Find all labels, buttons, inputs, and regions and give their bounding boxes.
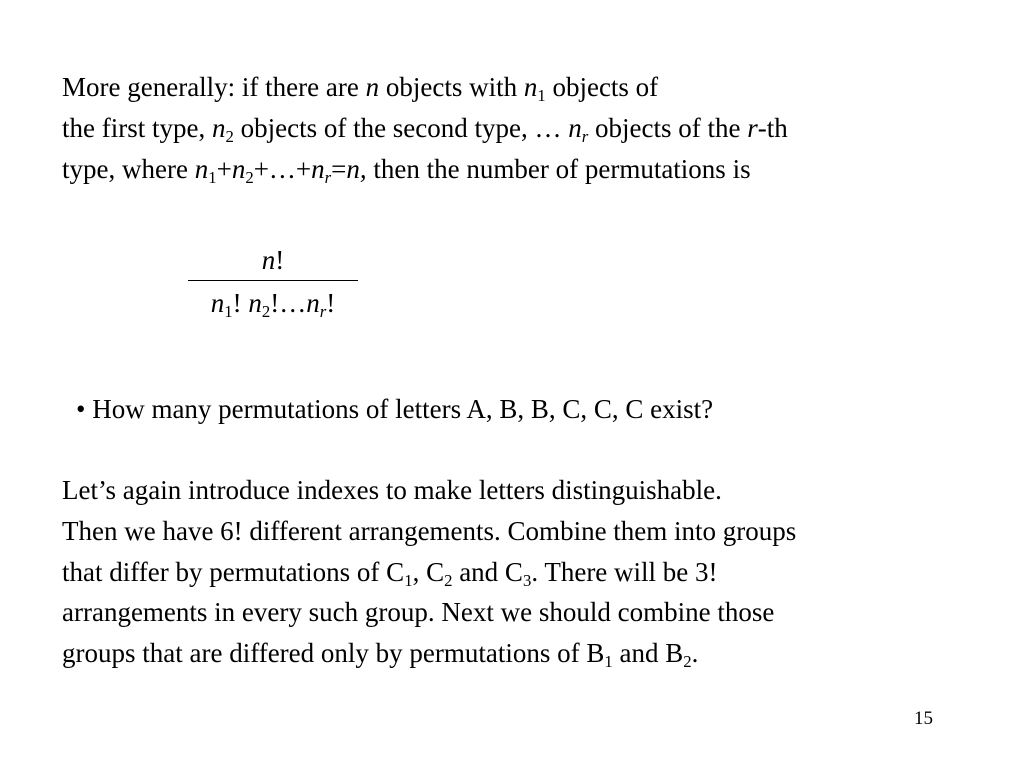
var-n2: n <box>231 154 246 184</box>
var-nr: n <box>306 288 320 318</box>
intro-line-2 <box>62 113 788 147</box>
explanation-line-4 <box>62 599 774 626</box>
text: Then we have 6! different arrangements. Combine them into groups <box>62 516 797 546</box>
subscript: 1 <box>537 86 546 106</box>
text: . There will be 3! <box>531 557 718 587</box>
var-n2: n <box>211 113 226 143</box>
factorial: ! <box>275 245 285 275</box>
text: that differ by permutations of C <box>62 557 405 587</box>
explanation-line-2 <box>62 518 796 545</box>
text: . <box>691 638 699 668</box>
text: objects of <box>545 72 659 102</box>
text: and B <box>612 638 684 668</box>
equals-sign: = <box>331 154 347 184</box>
formula-numerator <box>188 247 358 280</box>
explanation-line-1 <box>62 477 722 504</box>
text: and C <box>452 557 523 587</box>
formula-denominator <box>188 281 358 322</box>
subscript: r <box>319 302 327 322</box>
explanation-line-5 <box>62 638 699 672</box>
var-n: n <box>365 72 380 102</box>
subscript: r <box>581 127 589 147</box>
subscript: 2 <box>444 571 453 591</box>
subscript: 1 <box>208 168 217 188</box>
text: Let’s again introduce indexes to make letters distinguishable. <box>62 475 722 505</box>
subscript: 1 <box>224 302 233 322</box>
factorial: ! <box>326 288 336 318</box>
explanation-line-3 <box>62 557 718 591</box>
subscript: 2 <box>245 168 254 188</box>
intro-line-1 <box>62 72 659 106</box>
subscript: 2 <box>683 652 692 672</box>
var-nr: n <box>568 113 582 143</box>
subscript: 2 <box>261 302 271 322</box>
subscript: 3 <box>522 571 532 591</box>
var-r: r <box>747 113 758 143</box>
subscript: r <box>324 168 332 188</box>
var-n2: n <box>248 288 262 318</box>
var-n: n <box>261 245 276 275</box>
var-nr: n <box>311 154 325 184</box>
text: objects with <box>379 72 524 102</box>
subscript: 2 <box>225 127 234 147</box>
subscript: 1 <box>404 571 413 591</box>
intro-line-3 <box>62 154 751 188</box>
text: arrangements in every such group. Next we should combine those <box>62 597 775 627</box>
page-number: 15 <box>914 708 933 729</box>
text: objects of the <box>588 113 748 143</box>
text: type, where <box>62 154 195 184</box>
text: , C <box>412 557 445 587</box>
ellipsis-sum: +…+ <box>253 154 312 184</box>
var-n1: n <box>523 72 538 102</box>
plus-sign: + <box>216 154 232 184</box>
var-n1: n <box>194 154 209 184</box>
question-text: • How many permutations of letters A, B, B, C, C, C exist? <box>76 394 714 424</box>
text: objects of the second type, … <box>233 113 569 143</box>
question-bullet <box>76 396 713 423</box>
var-n1: n <box>210 288 225 318</box>
var-n: n, <box>346 154 367 184</box>
text: the first type, <box>62 113 212 143</box>
permutation-formula <box>188 245 358 322</box>
text: then the number of permutations is <box>366 154 751 184</box>
factorial-ellipsis: !… <box>270 288 307 318</box>
factorial: ! <box>232 288 249 318</box>
text: groups that are differed only by permutations of B <box>62 638 605 668</box>
text: More generally: if there are <box>62 72 366 102</box>
subscript: 1 <box>604 652 613 672</box>
text: -th <box>757 113 788 143</box>
